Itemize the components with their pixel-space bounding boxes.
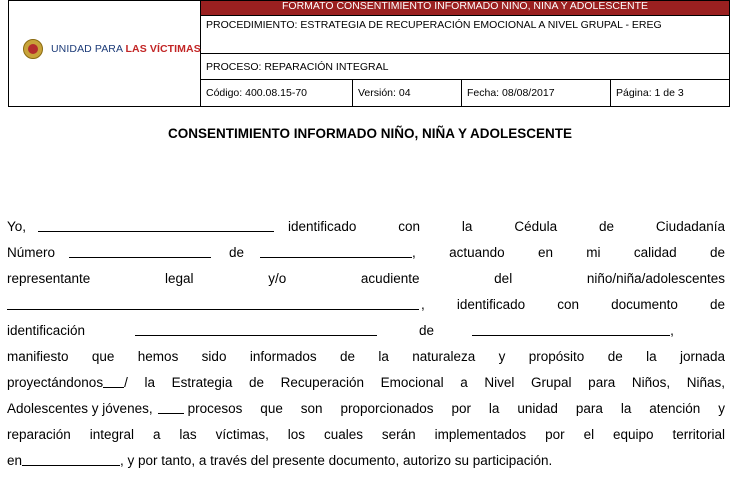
text-nino-nina: niño/niña/adolescentes xyxy=(586,271,725,286)
text-identificacion: identificación xyxy=(7,323,86,338)
unidad-victimas-logo xyxy=(23,39,201,59)
format-title: FORMATO CONSENTIMIENTO INFORMADO NIÑO, NIÑA Y ADOLESCENTE xyxy=(282,1,648,12)
paragraph-line-7 xyxy=(7,370,725,396)
blank-territory-field[interactable] xyxy=(22,448,120,466)
text-en: en xyxy=(7,453,23,468)
text-estrategia: / la Estrategia de Recuperación Emocional a Nivel Grupal para Niños, Niñas, xyxy=(124,375,725,390)
proceso-text: PROCESO: REPARACIÓN INTEGRAL xyxy=(206,61,389,73)
text-autorizo: , y por tanto, a través del presente documento, autorizo su participación. xyxy=(120,453,553,468)
paragraph-line-1 xyxy=(7,214,725,240)
text-adolescentes: Adolescentes y jóvenes, xyxy=(7,401,153,416)
text-identificado-documento: , identificado con documento de xyxy=(421,297,725,312)
format-title-row xyxy=(201,1,729,16)
text-yo-o: y/o xyxy=(268,271,287,286)
fecha-text: Fecha: 08/08/2017 xyxy=(467,87,555,99)
text-del: del xyxy=(494,271,513,286)
paragraph-line-8 xyxy=(7,396,725,422)
text-manifiesto: manifiesto que hemos sido informados de la naturaleza y propósito de la jornada xyxy=(7,349,725,364)
paragraph-line-5 xyxy=(7,318,725,344)
text-de: de xyxy=(229,245,245,260)
paragraph-line-10 xyxy=(7,448,725,474)
version-cell xyxy=(353,80,462,106)
blank-name-field[interactable] xyxy=(38,214,274,232)
blank-minor-name-field[interactable] xyxy=(7,292,419,310)
version-text: Versión: 04 xyxy=(358,87,411,99)
procedimiento-row xyxy=(201,16,729,54)
text-identificado-cedula: identificado con la Cédula de Ciudadanía xyxy=(288,219,725,234)
text-reparacion: reparación integral a las víctimas, los cuales serán implementados por el equipo territorial xyxy=(7,427,725,442)
document-title: CONSENTIMIENTO INFORMADO NIÑO, NIÑA Y ADOLESCENTE xyxy=(167,126,573,141)
paragraph-line-2 xyxy=(7,240,725,266)
text-proyectandonos: proyectándonos xyxy=(7,375,104,390)
meta-row xyxy=(201,80,729,106)
fecha-cell xyxy=(462,80,611,106)
document-header-table xyxy=(8,0,730,107)
consent-paragraph xyxy=(7,214,725,474)
blank-proyectandonos-field[interactable] xyxy=(103,370,124,388)
blank-id-city-field[interactable] xyxy=(260,240,412,258)
text-representante: representante xyxy=(7,271,91,286)
codigo-cell xyxy=(201,80,353,106)
colombia-seal-icon xyxy=(23,39,43,59)
pagina-cell xyxy=(611,80,729,106)
text-procesos: procesos que son proporcionados por la unidad para la atención y xyxy=(187,401,725,416)
text-de-2: de xyxy=(419,323,435,338)
blank-procesos-field[interactable] xyxy=(158,396,184,414)
text-actuando: , actuando en mi calidad de xyxy=(412,245,725,260)
paragraph-line-4 xyxy=(7,292,725,318)
text-yo: Yo, xyxy=(7,219,27,234)
proceso-row xyxy=(201,54,729,80)
logo-text-prefix: UNIDAD PARA xyxy=(51,43,126,55)
text-acudiente: acudiente xyxy=(360,271,420,286)
text-comma: , xyxy=(670,323,674,338)
paragraph-line-6 xyxy=(7,344,725,370)
pagina-text: Página: 1 de 3 xyxy=(616,87,684,99)
paragraph-line-9 xyxy=(7,422,725,448)
blank-minor-id-city-field[interactable] xyxy=(472,318,670,336)
blank-id-number-field[interactable] xyxy=(69,240,211,258)
text-numero: Número xyxy=(7,245,56,260)
logo-cell xyxy=(9,1,201,106)
blank-minor-id-field[interactable] xyxy=(135,318,377,336)
text-legal: legal xyxy=(165,271,194,286)
logo-text xyxy=(51,43,201,55)
logo-text-emphasis: LAS VÍCTIMAS xyxy=(125,43,201,55)
procedimiento-text: PROCEDIMIENTO: ESTRATEGIA DE RECUPERACIÓN EMOCIONAL A NIVEL GRUPAL - EREG xyxy=(206,19,662,31)
paragraph-line-3 xyxy=(7,266,725,292)
codigo-text: Código: 400.08.15-70 xyxy=(206,87,307,99)
